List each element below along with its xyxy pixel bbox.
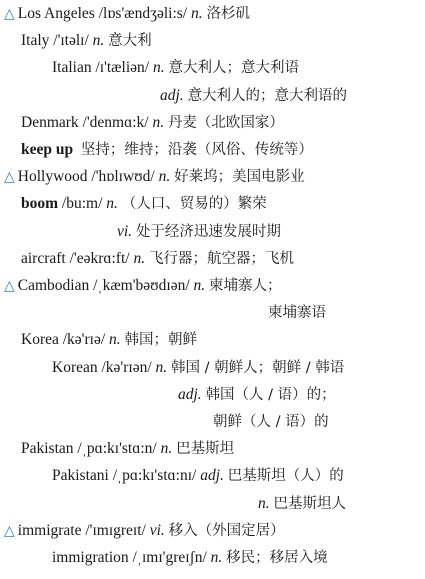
headword: Italy [21,32,50,50]
triangle-icon: △ [4,522,15,539]
phonetic: /bu:m/ [61,195,103,213]
definition: 巴基斯坦（人）的 [227,468,344,485]
part-of-speech: vi. [149,521,165,539]
entry-korean-adj [178,385,336,405]
definition: 朝鲜（人 / 语）的 [213,414,329,430]
phonetic: /'ɪtəlɪ/ [53,32,89,50]
phonetic: /'ɪmɪgreɪt/ [85,521,146,539]
phonetic: /'eəkrɑ:ft/ [69,249,130,267]
part-of-speech: n. [133,249,146,267]
phonetic: /ɪ'tæliən/ [95,59,150,77]
entry-denmark [21,113,284,133]
phonetic: /'hɒlɪwʊd/ [91,168,155,186]
entry-italian-adj [160,86,347,106]
entry-keep-up [21,140,313,160]
part-of-speech: n. [160,440,173,458]
phonetic: /ˌkæm'bəʊdɪən/ [93,277,190,294]
entry-korean [52,358,344,378]
part-of-speech: n. [158,168,171,186]
phonetic: /'denmɑ:k/ [82,113,149,131]
entry-pakistani-n [258,494,346,514]
part-of-speech: n. [152,113,165,131]
entry-cambodian [4,276,282,296]
definition: 丹麦（北欧国家） [167,114,284,131]
triangle-icon: △ [4,278,15,294]
entry-pakistani [52,466,344,486]
headword: aircraft [21,249,66,267]
entry-korea [21,330,197,350]
headword: Korean [52,358,98,376]
phonetic: /ˌpɑ:kɪ'stɑ:n/ [77,440,157,458]
headword: immigrate [17,521,82,539]
entry-italian [52,58,299,78]
phonetic: /ˌɪmɪ'greɪʃn/ [132,549,207,566]
part-of-speech: n. [258,494,270,512]
definition: 韩国 / 朝鲜人；朝鲜 / 韩语 [171,359,345,376]
entry-cambodian-cont [268,303,326,323]
headword: Cambodian [17,277,90,294]
entry-los-angeles [4,4,250,24]
part-of-speech: n. [193,277,206,294]
headword: Pakistani [52,467,109,485]
part-of-speech: n. [155,358,168,376]
entry-boom [21,194,267,214]
definition: 韩国（人 / 语）的； [205,386,336,403]
definition: 飞行器；航空器；飞机 [148,250,294,267]
definition: 柬埔寨人； [209,278,282,294]
part-of-speech: n. [152,59,165,77]
part-of-speech: adj. [160,86,184,104]
phonetic: /ˌpɑ:kɪ'stɑ:nɪ/ [112,467,197,485]
entry-pakistan [21,439,234,459]
entry-boom-vi [117,222,281,242]
part-of-speech: adj. [200,467,224,485]
headword: keep up [21,141,74,158]
phonetic: /lɒs'ændʒəli:s/ [98,5,188,22]
entry-hollywood [4,167,305,187]
definition: （人口、贸易的）繁荣 [121,196,267,213]
part-of-speech: n. [191,5,203,22]
definition: 坚持；维持；沿袭（风俗、传统等） [80,142,313,158]
part-of-speech: n. [106,195,118,213]
triangle-icon: △ [4,169,15,186]
definition: 移民；移居入境 [226,550,328,566]
entry-italy [21,31,152,51]
entry-immigration [52,548,328,568]
definition: 韩国；朝鲜 [124,332,198,349]
part-of-speech: vi. [117,222,133,240]
definition: 柬埔寨语 [268,305,326,322]
headword: boom [21,195,59,213]
headword: Los Angeles [17,5,95,22]
headword: Pakistan [21,440,74,458]
definition: 巴基斯坦 [176,441,235,458]
entry-aircraft [21,249,294,269]
headword: immigration [52,549,129,566]
triangle-icon: △ [4,6,15,22]
phonetic: /kə'rɪən/ [101,358,152,376]
entry-korean-adj-cont [213,412,329,432]
definition: 意大利人；意大利语 [168,60,299,77]
part-of-speech: n. [92,32,105,50]
headword: Hollywood [17,168,88,186]
definition: 移入（外国定居） [168,522,285,539]
definition: 意大利人的；意大利语的 [187,87,348,104]
definition: 处于经济迅速发展时期 [135,223,281,240]
definition: 洛杉矶 [206,6,250,22]
definition: 意大利 [108,33,152,50]
part-of-speech: n. [109,331,121,349]
phonetic: /kə'rɪə/ [62,331,106,349]
entry-immigrate [4,521,285,541]
headword: Denmark [21,113,79,131]
definition: 好莱坞；美国电影业 [174,169,305,186]
headword: Korea [21,331,59,349]
headword: Italian [52,59,92,77]
part-of-speech: adj. [178,385,202,403]
definition: 巴基斯坦人 [273,495,346,512]
part-of-speech: n. [210,549,223,566]
